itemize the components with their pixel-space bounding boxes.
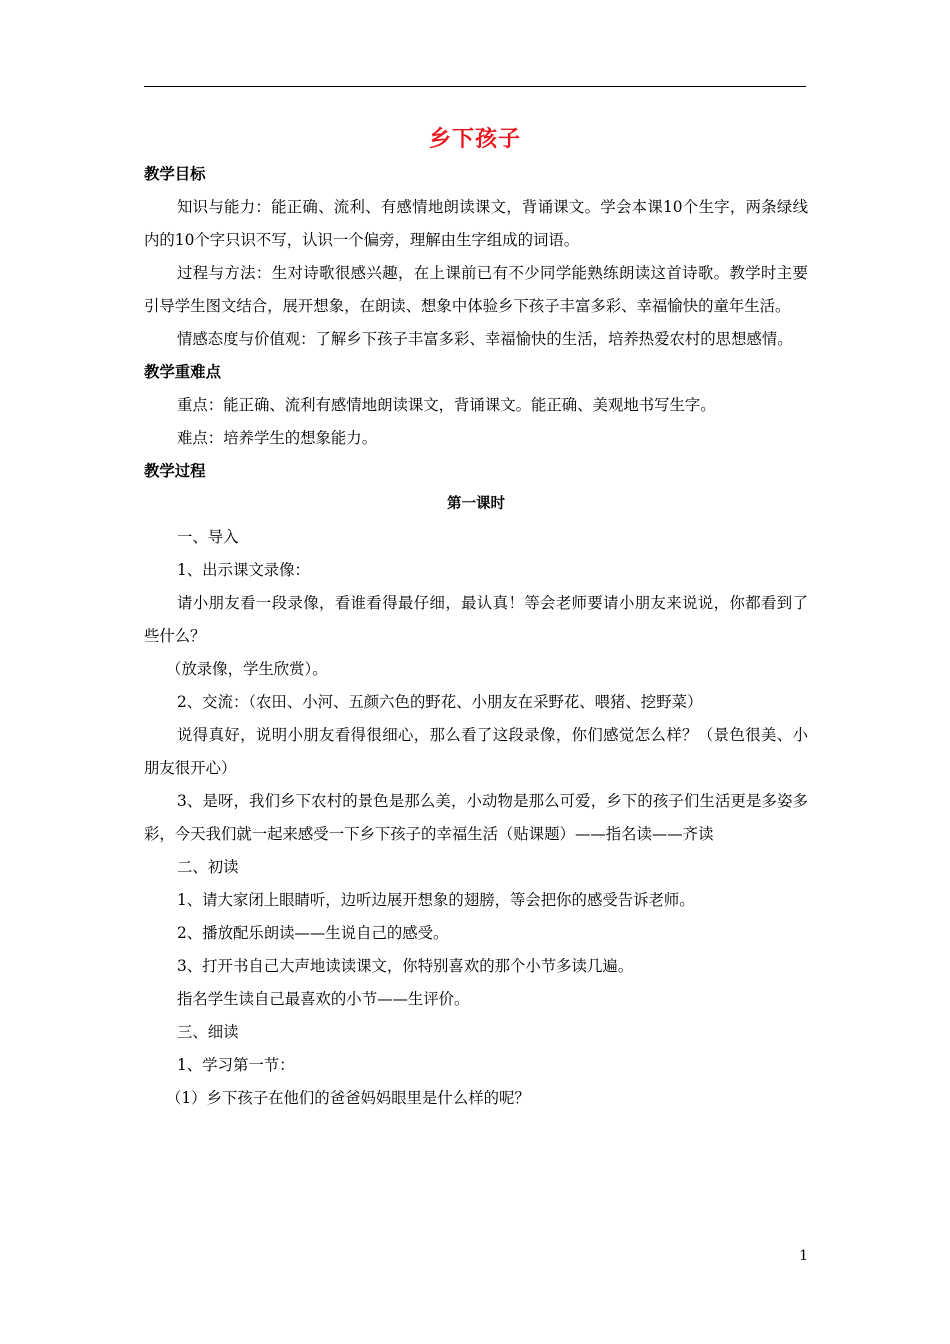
header-rule: [144, 86, 806, 87]
paragraph-key: 重点：能正确、流利有感情地朗读课文，背诵课文。能正确、美观地书写生字。: [177, 396, 716, 414]
lesson-heading: 第一课时: [447, 496, 505, 512]
paragraph-goal-emotion: 情感态度与价值观：了解乡下孩子丰富多彩、幸福愉快的生活，培养热爱农村的思想感情。: [177, 330, 793, 348]
paragraph-intro-1-text: 请小朋友看一段录像，看谁看得最仔细，最认真！等会老师要请小朋友来说说，你都看到了些什么？: [144, 594, 808, 645]
paragraph-goal-process: 过程与方法：生对诗歌很感兴趣，在上课前已有不少同学能熟练朗读这首诗歌。教学时主要引导学生图文结合，展开想象，在朗读、想象中体验乡下孩子丰富多彩、幸福愉快的童年生活。: [144, 264, 808, 315]
step-detail-1: 1、学习第一节：: [177, 1056, 295, 1074]
paragraph-goal-knowledge: 知识与能力：能正确、流利、有感情地朗读课文，背诵课文。学会本课10个生字，两条绿线内的10个字只识不写，认识一个偏旁，理解由生字组成的词语。: [144, 198, 808, 249]
paragraph-intro-2-text: 说得真好，说明小朋友看得很细心，那么看了这段录像，你们感觉怎么样？（景色很美、小朋友很开心）: [144, 726, 808, 777]
section-heading-key-points: 教学重难点: [144, 363, 221, 381]
step-read-1: 1、请大家闭上眼睛听，边听边展开想象的翅膀，等会把你的感受告诉老师。: [177, 891, 695, 909]
step-read-3: 3、打开书自己大声地读读课文，你特别喜欢的那个小节多读几遍。: [177, 957, 634, 975]
paragraph-intro-play: （放录像，学生欣赏）。: [166, 660, 328, 678]
step-read-2: 2、播放配乐朗读——生说自己的感受。: [177, 924, 449, 942]
step-read-first: 二、初读: [177, 858, 239, 876]
step-read-detail: 三、细读: [177, 1023, 239, 1041]
page-number: 1: [799, 1248, 808, 1264]
step-intro: 一、导入: [177, 528, 239, 546]
document-title: 乡下孩子: [428, 127, 521, 152]
question-detail-1: （1）乡下孩子在他们的爸爸妈妈眼里是什么样的呢？: [166, 1089, 530, 1107]
step-read-4: 指名学生读自己最喜欢的小节——生评价。: [177, 990, 470, 1008]
document-body: [144, 158, 808, 1115]
paragraph-difficulty: 难点：培养学生的想象能力。: [177, 429, 378, 447]
section-heading-process: 教学过程: [144, 462, 206, 480]
step-intro-1: 1、出示课文录像：: [177, 561, 310, 579]
step-intro-2: 2、交流：（农田、小河、五颜六色的野花、小朋友在采野花、喂猪、挖野菜）: [177, 693, 703, 711]
section-heading-goals: 教学目标: [144, 165, 206, 183]
step-intro-3: 3、是呀，我们乡下农村的景色是那么美，小动物是那么可爱，乡下的孩子们生活更是多姿多彩，今天我们就一起来感受一下乡下孩子的幸福生活（贴课题）——指名读——齐读: [144, 792, 808, 843]
